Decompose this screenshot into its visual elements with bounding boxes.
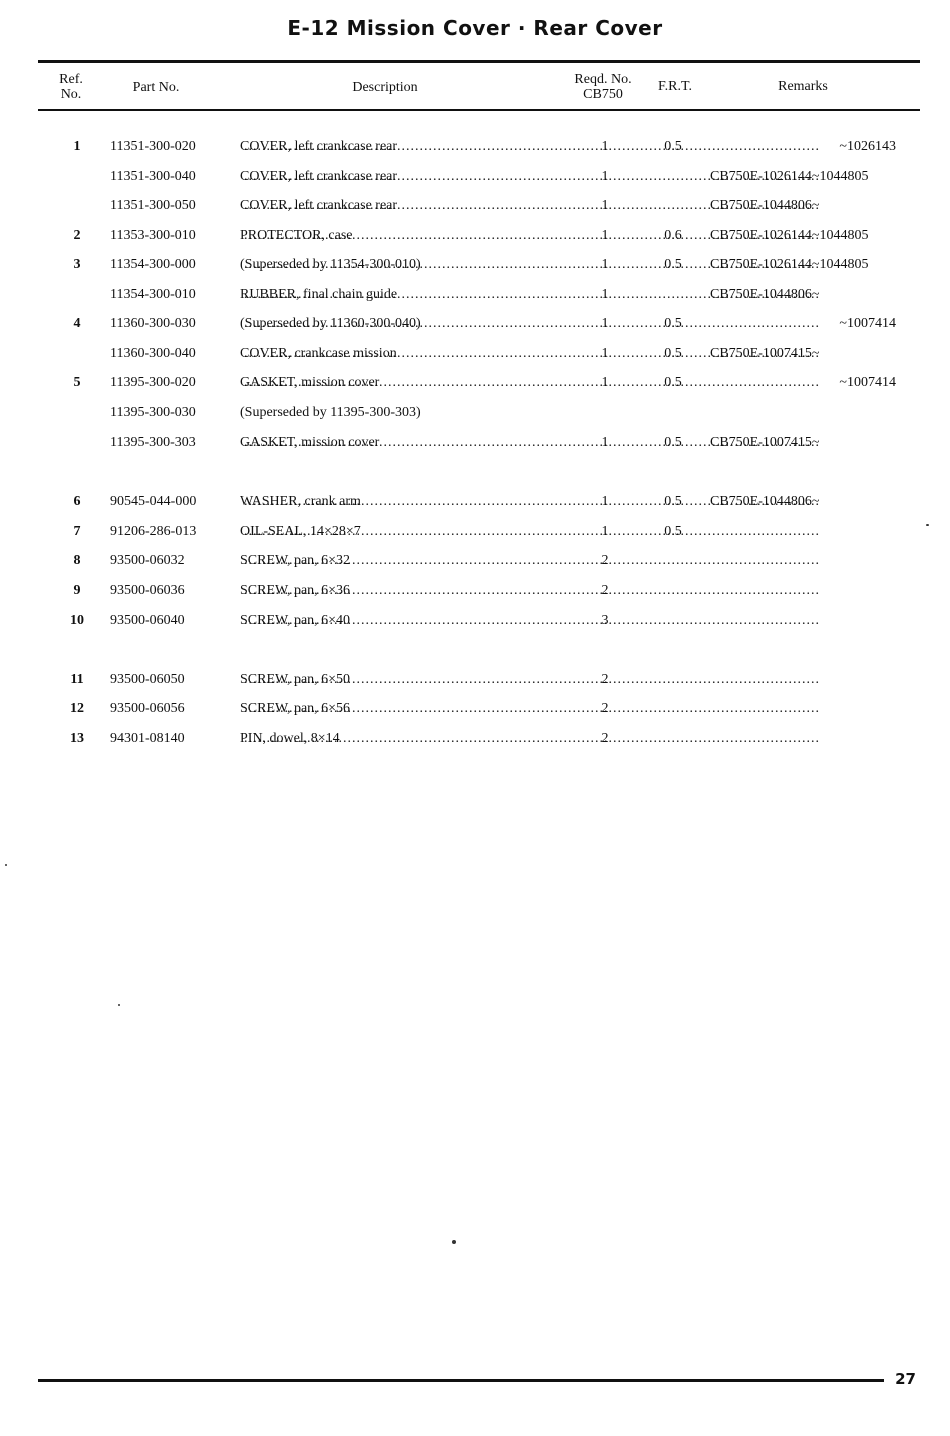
ref-no: 1 — [73, 139, 81, 154]
reqd-qty: 1 — [601, 494, 609, 509]
ref-no: 11 — [70, 672, 84, 687]
page-number: 27 — [895, 1370, 916, 1388]
table-row — [0, 701, 950, 721]
table-row — [0, 287, 950, 307]
scan-speck — [5, 864, 7, 866]
ref-no: 9 — [73, 583, 81, 598]
description-text: GASKET, mission cover — [240, 435, 380, 450]
part-no: 11395-300-030 — [110, 405, 196, 420]
description-text: COVER, crankcase mission — [240, 346, 397, 361]
reqd-qty: 1 — [601, 316, 609, 331]
remarks: ~1026143 — [839, 139, 896, 154]
description-text: RUBBER, final chain guide — [240, 287, 398, 302]
table-row — [0, 435, 950, 455]
description-text: COVER, left crankcase rear — [240, 198, 398, 213]
remarks: CB750E-1007415~ — [710, 346, 820, 361]
header-ref-line1: Ref. — [59, 72, 83, 87]
reqd-qty: 1 — [601, 287, 609, 302]
remarks: ~1007414 — [839, 316, 896, 331]
reqd-qty: 3 — [601, 613, 609, 628]
ref-no: 12 — [70, 701, 84, 716]
description-text: (Superseded by 11360-300-040) — [240, 316, 421, 331]
leader-dots — [244, 672, 820, 688]
part-no: 91206-286-013 — [110, 524, 197, 539]
reqd-qty: 1 — [601, 198, 609, 213]
description-text: SCREW, pan, 6×50 — [240, 672, 351, 687]
table-row — [0, 524, 950, 544]
header-reqd-line2: CB750 — [583, 87, 623, 102]
ref-no: 5 — [73, 375, 81, 390]
remarks: CB750E-1007415~ — [710, 435, 820, 450]
header-reqd-line1: Reqd. No. — [574, 72, 632, 87]
frt-value: 0.5 — [664, 139, 682, 154]
frt-value: 0.6 — [664, 228, 682, 243]
page-title: E-12 Mission Cover · Rear Cover — [287, 16, 663, 40]
frt-value: 0.5 — [664, 316, 682, 331]
part-no: 11360-300-040 — [110, 346, 196, 361]
ref-no: 13 — [70, 731, 84, 746]
part-no: 11351-300-040 — [110, 169, 196, 184]
description-text: OIL-SEAL, 14×28×7 — [240, 524, 361, 539]
part-no: 94301-08140 — [110, 731, 185, 746]
table-row — [0, 139, 950, 159]
remarks: CB750E-1026144~1044805 — [710, 169, 869, 184]
part-no: 11354-300-010 — [110, 287, 196, 302]
ref-no: 10 — [70, 613, 84, 628]
table-row — [0, 405, 950, 425]
part-no: 11395-300-020 — [110, 375, 196, 390]
ref-no: 4 — [73, 316, 81, 331]
part-no: 11351-300-020 — [110, 139, 196, 154]
reqd-qty: 1 — [601, 435, 609, 450]
scan-speck — [452, 1240, 456, 1244]
header-frt: F.R.T. — [657, 79, 692, 94]
reqd-qty: 1 — [601, 257, 609, 272]
reqd-qty: 1 — [601, 346, 609, 361]
table-row — [0, 375, 950, 395]
table-row — [0, 731, 950, 751]
table-row — [0, 257, 950, 277]
table-row — [0, 346, 950, 366]
reqd-qty: 2 — [601, 672, 609, 687]
remarks: CB750E-1044806~ — [710, 198, 820, 213]
description-text: (Superseded by 11395-300-303) — [240, 405, 421, 420]
remarks: ~1007414 — [839, 375, 896, 390]
remarks: CB750E-1026144~1044805 — [710, 257, 869, 272]
remarks: CB750E-1026144~1044805 — [710, 228, 869, 243]
footer-rule — [38, 1379, 884, 1382]
reqd-qty: 2 — [601, 553, 609, 568]
scan-speck — [926, 524, 929, 526]
part-no: 11351-300-050 — [110, 198, 196, 213]
description-text: SCREW, pan, 6×32 — [240, 553, 351, 568]
scan-speck — [118, 1004, 120, 1006]
leader-dots — [244, 524, 820, 540]
remarks: CB750E-1044806~ — [710, 494, 820, 509]
frt-value: 0.5 — [664, 435, 682, 450]
part-no: 11360-300-030 — [110, 316, 196, 331]
reqd-qty: 2 — [601, 701, 609, 716]
ref-no: 8 — [73, 553, 81, 568]
reqd-qty: 2 — [601, 731, 609, 746]
header-description: Description — [352, 80, 418, 95]
leader-dots — [244, 731, 820, 747]
frt-value: 0.5 — [664, 524, 682, 539]
description-text: WASHER, crank arm — [240, 494, 361, 509]
part-no: 11395-300-303 — [110, 435, 196, 450]
table-row — [0, 553, 950, 573]
reqd-qty: 2 — [601, 583, 609, 598]
description-text: PIN, dowel, 8×14 — [240, 731, 340, 746]
header-ref-line2: No. — [60, 87, 82, 102]
part-no: 93500-06040 — [110, 613, 185, 628]
table-row — [0, 169, 950, 189]
table-row — [0, 494, 950, 514]
ref-no: 7 — [73, 524, 81, 539]
description-text: COVER, left crankcase rear — [240, 139, 398, 154]
table-row — [0, 613, 950, 633]
part-no: 90545-044-000 — [110, 494, 197, 509]
frt-value: 0.5 — [664, 257, 682, 272]
description-text: SCREW, pan, 6×36 — [240, 583, 351, 598]
header-bottom-rule — [38, 109, 920, 111]
leader-dots — [244, 553, 820, 569]
reqd-qty: 1 — [601, 375, 609, 390]
header-remarks: Remarks — [778, 79, 828, 94]
header-part-no: Part No. — [132, 80, 180, 95]
description-text: (Superseded by 11354-300-010) — [240, 257, 421, 272]
part-no: 93500-06036 — [110, 583, 185, 598]
part-no: 11353-300-010 — [110, 228, 196, 243]
part-no: 93500-06050 — [110, 672, 185, 687]
description-text: PROTECTOR, case — [240, 228, 353, 243]
description-text: SCREW, pan, 6×40 — [240, 613, 351, 628]
part-no: 11354-300-000 — [110, 257, 196, 272]
frt-value: 0.5 — [664, 494, 682, 509]
description-text: SCREW, pan, 6×56 — [240, 701, 351, 716]
ref-no: 6 — [73, 494, 81, 509]
reqd-qty: 1 — [601, 139, 609, 154]
description-text: GASKET, mission cover — [240, 375, 380, 390]
leader-dots — [244, 701, 820, 717]
part-no: 93500-06056 — [110, 701, 185, 716]
description-text: COVER, left crankcase rear — [240, 169, 398, 184]
remarks: CB750E-1044806~ — [710, 287, 820, 302]
reqd-qty: 1 — [601, 228, 609, 243]
table-row — [0, 316, 950, 336]
reqd-qty: 1 — [601, 524, 609, 539]
frt-value: 0.5 — [664, 346, 682, 361]
header-reqd-no — [558, 72, 648, 102]
frt-value: 0.5 — [664, 375, 682, 390]
table-row — [0, 672, 950, 692]
ref-no: 2 — [73, 228, 81, 243]
table-row — [0, 583, 950, 603]
table-row — [0, 228, 950, 248]
leader-dots — [244, 583, 820, 599]
header-top-rule — [38, 60, 920, 63]
leader-dots — [244, 613, 820, 629]
reqd-qty: 1 — [601, 169, 609, 184]
ref-no: 3 — [73, 257, 81, 272]
table-row — [0, 198, 950, 218]
part-no: 93500-06032 — [110, 553, 185, 568]
header-ref-no — [48, 72, 94, 102]
